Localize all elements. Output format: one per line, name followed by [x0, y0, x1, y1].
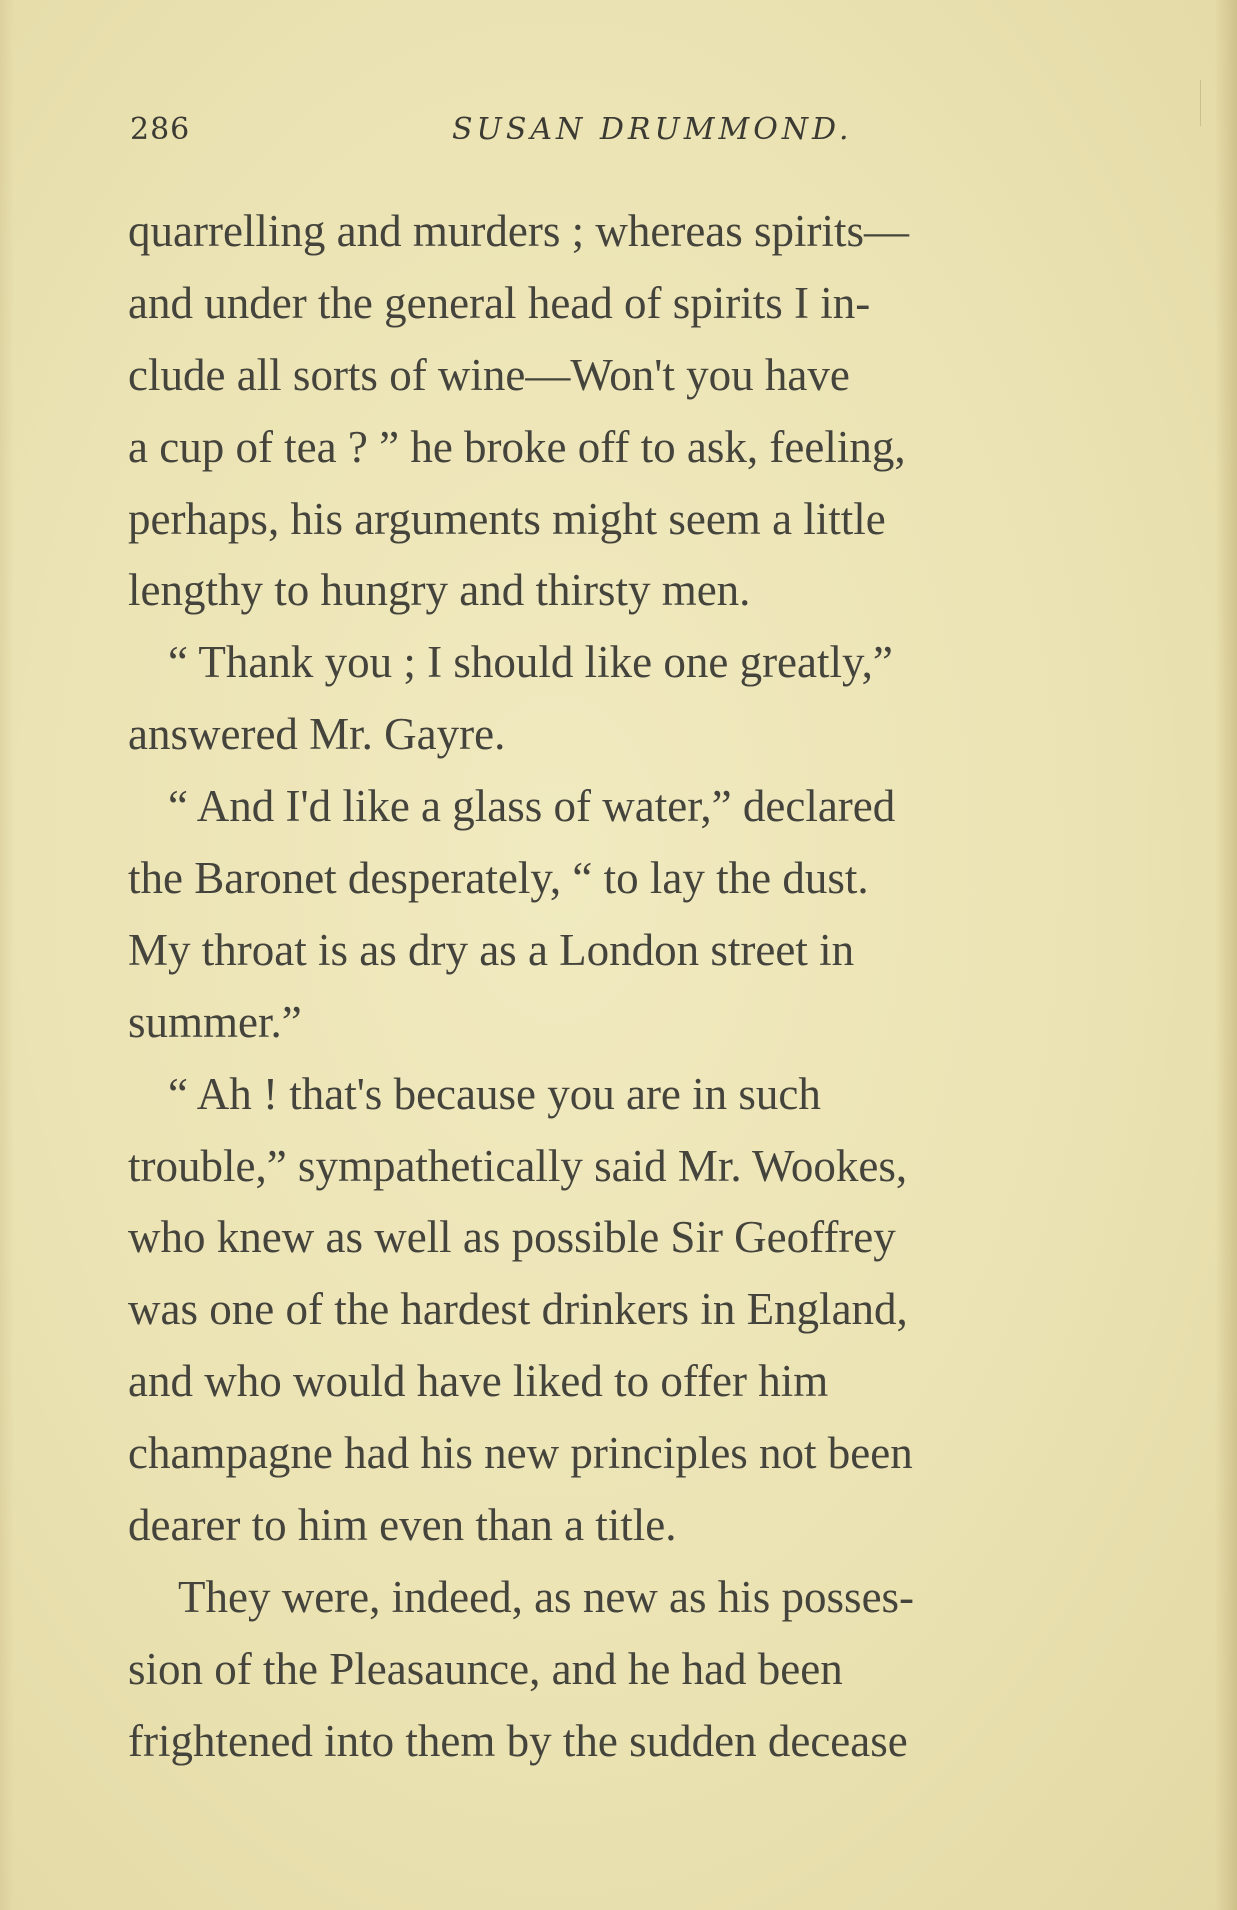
- text-line: and under the general head of spirits I in-: [128, 277, 871, 328]
- text-line: “ Ah ! that's because you are in such: [168, 1068, 821, 1119]
- text-line: frightened into them by the sudden decease: [128, 1715, 908, 1766]
- text-line: They were, indeed, as new as his posses-: [178, 1571, 915, 1622]
- text-line: a cup of tea ? ” he broke off to ask, feeling,: [128, 421, 906, 472]
- text-line: and who would have liked to offer him: [128, 1356, 829, 1407]
- text-line: “ Thank you ; I should like one greatly,”: [168, 637, 893, 688]
- page-header: [130, 112, 1120, 162]
- text-line: My throat is as dry as a London street in: [128, 924, 855, 975]
- text-line: perhaps, his arguments might seem a little: [128, 493, 886, 544]
- page-number: 286: [130, 112, 191, 147]
- text-line: sion of the Pleasaunce, and he had been: [128, 1643, 843, 1694]
- text-line: trouble,” sympathetically said Mr. Wookes,: [128, 1140, 908, 1191]
- text-line: “ And I'd like a glass of water,” declared: [168, 781, 896, 832]
- text-line: who knew as well as possible Sir Geoffrey: [128, 1212, 896, 1263]
- text-line: answered Mr. Gayre.: [128, 709, 506, 760]
- text-line: lengthy to hungry and thirsty men.: [128, 565, 751, 616]
- text-line: champagne had his new principles not been: [128, 1428, 913, 1479]
- text-line: the Baronet desperately, “ to lay the dust.: [128, 853, 869, 904]
- page-edge-mark: [1200, 80, 1201, 126]
- body-text: [128, 196, 1128, 1778]
- text-line: quarrelling and murders ; whereas spirits—: [128, 206, 910, 256]
- text-line: summer.”: [128, 996, 302, 1047]
- text-line: dearer to him even than a title.: [128, 1500, 677, 1551]
- text-line: clude all sorts of wine—Won't you have: [128, 349, 850, 400]
- running-head: SUSAN DRUMMOND.: [452, 112, 853, 147]
- text-line: was one of the hardest drinkers in England,: [128, 1284, 908, 1335]
